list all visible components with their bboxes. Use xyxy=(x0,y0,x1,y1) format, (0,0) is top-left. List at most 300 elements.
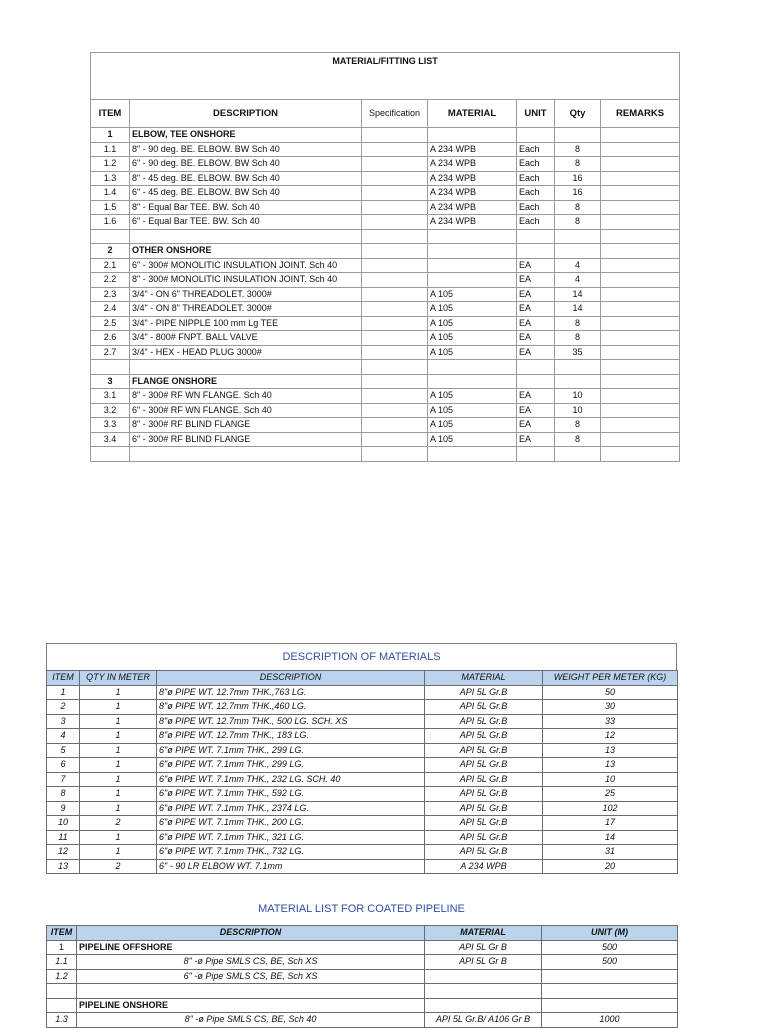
item-unit: Each xyxy=(517,200,555,215)
empty-cell xyxy=(428,360,517,375)
empty-cell xyxy=(425,984,542,999)
section-number: 2 xyxy=(91,244,130,259)
item-qty: 1 xyxy=(80,714,157,729)
empty-cell xyxy=(77,984,425,999)
item-qty: 8 xyxy=(555,432,601,447)
empty-cell xyxy=(91,229,130,244)
empty-cell xyxy=(47,984,77,999)
item-description: 3/4" - 800# FNPT. BALL VALVE xyxy=(130,331,362,346)
item-number: 2.3 xyxy=(91,287,130,302)
header-description: DESCRIPTION xyxy=(157,671,425,686)
table-row xyxy=(47,743,678,758)
item-material: A 105 xyxy=(428,331,517,346)
empty-cell xyxy=(517,447,555,462)
item-description: 6" - 300# RF BLIND FLANGE xyxy=(130,432,362,447)
item-unit: Each xyxy=(517,171,555,186)
item-number: 4 xyxy=(47,729,80,744)
item-remarks xyxy=(601,142,680,157)
item-material: API 5L Gr.B xyxy=(425,743,543,758)
empty-cell xyxy=(130,447,362,462)
section-title: FLANGE ONSHORE xyxy=(130,374,362,389)
item-number: 6 xyxy=(47,758,80,773)
item-number: 2.1 xyxy=(91,258,130,273)
header-qty: Qty xyxy=(555,100,601,128)
table-row xyxy=(47,772,678,787)
item-specification xyxy=(362,331,428,346)
coated-header-row xyxy=(47,926,678,941)
item-specification xyxy=(362,418,428,433)
spacer-row xyxy=(47,984,678,999)
table-row xyxy=(47,758,678,773)
table-row xyxy=(91,287,680,302)
item-qty: 8 xyxy=(555,142,601,157)
item-qty: 4 xyxy=(555,273,601,288)
empty-cell xyxy=(542,984,678,999)
section-row xyxy=(47,998,678,1013)
item-description: 6" - 300# MONOLITIC INSULATION JOINT. Sch 40 xyxy=(130,258,362,273)
item-qty: 1 xyxy=(80,743,157,758)
item-specification xyxy=(362,186,428,201)
item-qty: 1 xyxy=(80,801,157,816)
table-row xyxy=(91,432,680,447)
table-row xyxy=(47,700,678,715)
empty-cell xyxy=(428,128,517,143)
item-weight: 31 xyxy=(543,845,678,860)
empty-cell xyxy=(130,229,362,244)
item-qty: 14 xyxy=(555,302,601,317)
item-material xyxy=(428,273,517,288)
empty-cell xyxy=(601,128,680,143)
item-remarks xyxy=(601,258,680,273)
table-row xyxy=(91,215,680,230)
empty-cell xyxy=(601,229,680,244)
section-title: ELBOW, TEE ONSHORE xyxy=(130,128,362,143)
table-row xyxy=(91,157,680,172)
item-description: 6"ø PIPE WT. 7.1mm THK., 592 LG. xyxy=(157,787,425,802)
item-qty: 8 xyxy=(555,331,601,346)
table-row xyxy=(91,171,680,186)
item-qty: 1 xyxy=(80,700,157,715)
fitting-list-table xyxy=(90,52,680,462)
empty-cell xyxy=(428,447,517,462)
empty-cell xyxy=(555,360,601,375)
empty-cell xyxy=(91,447,130,462)
item-unit: EA xyxy=(517,273,555,288)
empty-cell xyxy=(555,128,601,143)
table-row xyxy=(47,729,678,744)
item-unit: EA xyxy=(517,302,555,317)
item-qty: 8 xyxy=(555,157,601,172)
item-unit: 1000 xyxy=(542,1013,678,1028)
table-row xyxy=(91,418,680,433)
item-number: 10 xyxy=(47,816,80,831)
item-material: A 105 xyxy=(428,432,517,447)
table-row xyxy=(47,955,678,970)
item-description: 3/4" - ON 6" THREADOLET. 3000# xyxy=(130,287,362,302)
table-row xyxy=(91,345,680,360)
item-remarks xyxy=(601,171,680,186)
item-material: A 105 xyxy=(428,403,517,418)
table-row xyxy=(91,316,680,331)
header-description: DESCRIPTION xyxy=(130,100,362,128)
item-remarks xyxy=(601,157,680,172)
item-number: 2.6 xyxy=(91,331,130,346)
empty-cell xyxy=(428,374,517,389)
item-number: 1.5 xyxy=(91,200,130,215)
header-qty: QTY IN METER xyxy=(80,671,157,686)
empty-cell xyxy=(517,360,555,375)
item-qty: 35 xyxy=(555,345,601,360)
table-row xyxy=(47,1013,678,1028)
item-material: API 5L Gr.B xyxy=(425,772,543,787)
item-description: 8" - 90 deg. BE. ELBOW. BW Sch 40 xyxy=(130,142,362,157)
coated-pipeline-table xyxy=(46,925,678,1028)
section-number: 1 xyxy=(91,128,130,143)
item-description: 6"ø PIPE WT. 7.1mm THK., 321 LG. xyxy=(157,830,425,845)
item-qty: 8 xyxy=(555,316,601,331)
item-unit: 500 xyxy=(542,940,678,955)
table-row xyxy=(91,389,680,404)
item-qty: 10 xyxy=(555,389,601,404)
item-qty: 1 xyxy=(80,787,157,802)
item-specification xyxy=(362,389,428,404)
item-material: A 105 xyxy=(428,345,517,360)
table-row xyxy=(91,258,680,273)
header-description: DESCRIPTION xyxy=(77,926,425,941)
item-qty: 4 xyxy=(555,258,601,273)
table-row xyxy=(91,273,680,288)
item-qty: 14 xyxy=(555,287,601,302)
item-description: 6"ø PIPE WT. 7.1mm THK., 732 LG. xyxy=(157,845,425,860)
item-description: 3/4" - ON 8" THREADOLET. 3000# xyxy=(130,302,362,317)
item-number: 9 xyxy=(47,801,80,816)
item-description: 8" - 300# RF BLIND FLANGE xyxy=(130,418,362,433)
item-weight: 50 xyxy=(543,685,678,700)
item-number: 3.1 xyxy=(91,389,130,404)
spacer-row xyxy=(91,360,680,375)
table-row xyxy=(91,331,680,346)
item-number: 11 xyxy=(47,830,80,845)
header-item: ITEM xyxy=(47,671,80,686)
item-material: API 5L Gr B xyxy=(425,955,542,970)
item-specification xyxy=(362,171,428,186)
item-description: 8" -ø Pipe SMLS CS, BE, Sch 40 xyxy=(77,1013,425,1028)
item-specification xyxy=(362,316,428,331)
item-qty: 1 xyxy=(80,845,157,860)
item-qty: 2 xyxy=(80,859,157,874)
item-remarks xyxy=(601,302,680,317)
item-remarks xyxy=(601,432,680,447)
empty-cell xyxy=(362,229,428,244)
fitting-list-header-row xyxy=(91,100,680,128)
empty-cell xyxy=(517,229,555,244)
item-weight: 13 xyxy=(543,758,678,773)
item-qty: 2 xyxy=(80,816,157,831)
item-description: 6"ø PIPE WT. 7.1mm THK., 299 LG. xyxy=(157,758,425,773)
item-unit: 500 xyxy=(542,955,678,970)
empty-cell xyxy=(428,229,517,244)
empty-cell xyxy=(517,374,555,389)
item-remarks xyxy=(601,186,680,201)
item-unit: EA xyxy=(517,432,555,447)
item-specification xyxy=(362,200,428,215)
item-remarks xyxy=(601,389,680,404)
item-unit: Each xyxy=(517,215,555,230)
table-row xyxy=(47,969,678,984)
item-description: 8"ø PIPE WT. 12.7mm THK.,763 LG. xyxy=(157,685,425,700)
item-number: 5 xyxy=(47,743,80,758)
empty-cell xyxy=(425,998,542,1013)
item-material: API 5L Gr.B xyxy=(425,845,543,860)
item-material: A 234 WPB xyxy=(428,200,517,215)
item-number: 1.4 xyxy=(91,186,130,201)
item-weight: 102 xyxy=(543,801,678,816)
table-row xyxy=(47,685,678,700)
item-number: 3.3 xyxy=(91,418,130,433)
item-weight: 25 xyxy=(543,787,678,802)
table-row xyxy=(47,859,678,874)
empty-cell xyxy=(91,360,130,375)
item-weight: 20 xyxy=(543,859,678,874)
item-specification xyxy=(362,157,428,172)
item-qty: 8 xyxy=(555,215,601,230)
item-number: 2 xyxy=(47,700,80,715)
item-weight: 17 xyxy=(543,816,678,831)
item-material: API 5L Gr.B/ A106 Gr B xyxy=(425,1013,542,1028)
header-weight: WEIGHT PER METER (KG) xyxy=(543,671,678,686)
item-unit: EA xyxy=(517,287,555,302)
item-remarks xyxy=(601,287,680,302)
section-row xyxy=(47,940,678,955)
item-description: 3/4" - PIPE NIPPLE 100 mm Lg TEE xyxy=(130,316,362,331)
item-material: API 5L Gr.B xyxy=(425,729,543,744)
item-number: 1.3 xyxy=(47,1013,77,1028)
item-material: A 234 WPB xyxy=(428,142,517,157)
empty-cell xyxy=(555,374,601,389)
item-description: 6"ø PIPE WT. 7.1mm THK., 299 LG. xyxy=(157,743,425,758)
table-row xyxy=(47,714,678,729)
item-unit: Each xyxy=(517,142,555,157)
item-unit: EA xyxy=(517,403,555,418)
item-material: A 234 WPB xyxy=(428,171,517,186)
item-unit: EA xyxy=(517,258,555,273)
item-material: API 5L Gr.B xyxy=(425,700,543,715)
item-number: 2.4 xyxy=(91,302,130,317)
item-unit: EA xyxy=(517,345,555,360)
item-specification xyxy=(362,142,428,157)
item-number: 1 xyxy=(47,685,80,700)
empty-cell xyxy=(542,998,678,1013)
item-material: A 234 WPB xyxy=(425,859,543,874)
table-row xyxy=(47,816,678,831)
section-number: 1 xyxy=(47,940,77,955)
table-row xyxy=(91,186,680,201)
section-row xyxy=(91,128,680,143)
item-number: 3.2 xyxy=(91,403,130,418)
item-number: 3 xyxy=(47,714,80,729)
empty-cell xyxy=(428,244,517,259)
item-description: 6" - 300# RF WN FLANGE. Sch 40 xyxy=(130,403,362,418)
header-specification: Specification xyxy=(362,100,428,128)
empty-cell xyxy=(517,244,555,259)
item-specification xyxy=(362,302,428,317)
item-material xyxy=(428,258,517,273)
item-remarks xyxy=(601,316,680,331)
table-row xyxy=(47,845,678,860)
section-title: PIPELINE ONSHORE xyxy=(77,998,425,1013)
header-item: ITEM xyxy=(91,100,130,128)
item-material: A 234 WPB xyxy=(428,157,517,172)
fitting-list-title: MATERIAL/FITTING LIST xyxy=(91,53,680,100)
item-material: API 5L Gr.B xyxy=(425,816,543,831)
item-weight: 10 xyxy=(543,772,678,787)
empty-cell xyxy=(362,128,428,143)
materials-title: DESCRIPTION OF MATERIALS xyxy=(46,643,677,670)
table-row xyxy=(91,142,680,157)
item-remarks xyxy=(601,418,680,433)
item-material: A 105 xyxy=(428,316,517,331)
item-description: 8" -ø Pipe SMLS CS, BE, Sch XS xyxy=(77,955,425,970)
item-specification xyxy=(362,287,428,302)
item-description: 6"ø PIPE WT. 7.1mm THK., 200 LG. xyxy=(157,816,425,831)
fitting-list-title-row xyxy=(91,53,680,100)
section-number: 3 xyxy=(91,374,130,389)
item-number: 7 xyxy=(47,772,80,787)
empty-cell xyxy=(601,360,680,375)
empty-cell xyxy=(517,128,555,143)
empty-cell xyxy=(555,229,601,244)
table-row xyxy=(91,403,680,418)
item-qty: 1 xyxy=(80,772,157,787)
item-description: 6" - 45 deg. BE. ELBOW. BW Sch 40 xyxy=(130,186,362,201)
item-material: API 5L Gr.B xyxy=(425,758,543,773)
item-remarks xyxy=(601,215,680,230)
item-number: 8 xyxy=(47,787,80,802)
item-description: 8" - Equal Bar TEE. BW. Sch 40 xyxy=(130,200,362,215)
empty-cell xyxy=(601,374,680,389)
empty-cell xyxy=(362,447,428,462)
item-specification xyxy=(362,403,428,418)
item-qty: 8 xyxy=(555,200,601,215)
item-number: 2.5 xyxy=(91,316,130,331)
item-unit: Each xyxy=(517,157,555,172)
item-description: 8"ø PIPE WT. 12.7mm THK., 500 LG. SCH. XS xyxy=(157,714,425,729)
spacer-row xyxy=(91,229,680,244)
section-row xyxy=(91,374,680,389)
header-material: MATERIAL xyxy=(425,671,543,686)
empty-cell xyxy=(601,244,680,259)
empty-cell xyxy=(362,244,428,259)
item-description: 8"ø PIPE WT. 12.7mm THK., 183 LG. xyxy=(157,729,425,744)
item-material: A 234 WPB xyxy=(428,215,517,230)
item-specification xyxy=(362,273,428,288)
empty-cell xyxy=(601,447,680,462)
header-remarks: REMARKS xyxy=(601,100,680,128)
item-description: 8" - 300# RF WN FLANGE. Sch 40 xyxy=(130,389,362,404)
item-unit: EA xyxy=(517,316,555,331)
table-row xyxy=(47,787,678,802)
item-description: 6" - 90 deg. BE. ELBOW. BW Sch 40 xyxy=(130,157,362,172)
item-weight: 33 xyxy=(543,714,678,729)
spacer-row xyxy=(91,447,680,462)
item-material: API 5L Gr.B xyxy=(425,714,543,729)
item-number: 1.2 xyxy=(91,157,130,172)
item-unit xyxy=(542,969,678,984)
item-number: 13 xyxy=(47,859,80,874)
item-unit: EA xyxy=(517,418,555,433)
item-unit: EA xyxy=(517,331,555,346)
empty-cell xyxy=(362,374,428,389)
item-number: 2.2 xyxy=(91,273,130,288)
item-material: A 105 xyxy=(428,302,517,317)
item-description: 6"ø PIPE WT. 7.1mm THK., 2374 LG. xyxy=(157,801,425,816)
item-number: 1.3 xyxy=(91,171,130,186)
empty-cell xyxy=(47,998,77,1013)
item-material: API 5L Gr.B xyxy=(425,685,543,700)
header-item: ITEM xyxy=(47,926,77,941)
empty-cell xyxy=(362,360,428,375)
item-description: 3/4" - HEX - HEAD PLUG 3000# xyxy=(130,345,362,360)
item-number: 1.1 xyxy=(47,955,77,970)
item-remarks xyxy=(601,273,680,288)
item-specification xyxy=(362,345,428,360)
item-material xyxy=(425,969,542,984)
item-description: 8" - 45 deg. BE. ELBOW. BW Sch 40 xyxy=(130,171,362,186)
section-title: PIPELINE OFFSHORE xyxy=(77,940,425,955)
materials-table xyxy=(46,670,678,874)
item-material: API 5L Gr.B xyxy=(425,787,543,802)
item-qty: 1 xyxy=(80,685,157,700)
item-unit: Each xyxy=(517,186,555,201)
item-weight: 30 xyxy=(543,700,678,715)
item-remarks xyxy=(601,331,680,346)
header-unit: UNIT (M) xyxy=(542,926,678,941)
table-row xyxy=(91,200,680,215)
item-qty: 10 xyxy=(555,403,601,418)
item-material: A 105 xyxy=(428,418,517,433)
item-number: 3.4 xyxy=(91,432,130,447)
item-description: 6" - Equal Bar TEE. BW. Sch 40 xyxy=(130,215,362,230)
item-qty: 16 xyxy=(555,186,601,201)
header-unit: UNIT xyxy=(517,100,555,128)
item-specification xyxy=(362,215,428,230)
section-title: OTHER ONSHORE xyxy=(130,244,362,259)
coated-pipeline-title: MATERIAL LIST FOR COATED PIPELINE xyxy=(258,903,465,915)
empty-cell xyxy=(555,244,601,259)
table-row xyxy=(47,830,678,845)
header-material: MATERIAL xyxy=(428,100,517,128)
empty-cell xyxy=(555,447,601,462)
item-unit: EA xyxy=(517,389,555,404)
item-qty: 1 xyxy=(80,830,157,845)
empty-cell xyxy=(130,360,362,375)
item-material: API 5L Gr.B xyxy=(425,801,543,816)
item-specification xyxy=(362,258,428,273)
item-description: 6" - 90 LR ELBOW WT. 7.1mm xyxy=(157,859,425,874)
item-description: 8"ø PIPE WT. 12.7mm THK.,460 LG. xyxy=(157,700,425,715)
table-row xyxy=(91,302,680,317)
item-qty: 8 xyxy=(555,418,601,433)
table-row xyxy=(47,801,678,816)
item-weight: 12 xyxy=(543,729,678,744)
item-qty: 1 xyxy=(80,729,157,744)
item-material: API 5L Gr.B xyxy=(425,830,543,845)
item-material: API 5L Gr B xyxy=(425,940,542,955)
item-number: 1.6 xyxy=(91,215,130,230)
item-weight: 13 xyxy=(543,743,678,758)
item-description: 8" - 300# MONOLITIC INSULATION JOINT. Sch 40 xyxy=(130,273,362,288)
item-number: 1.1 xyxy=(91,142,130,157)
